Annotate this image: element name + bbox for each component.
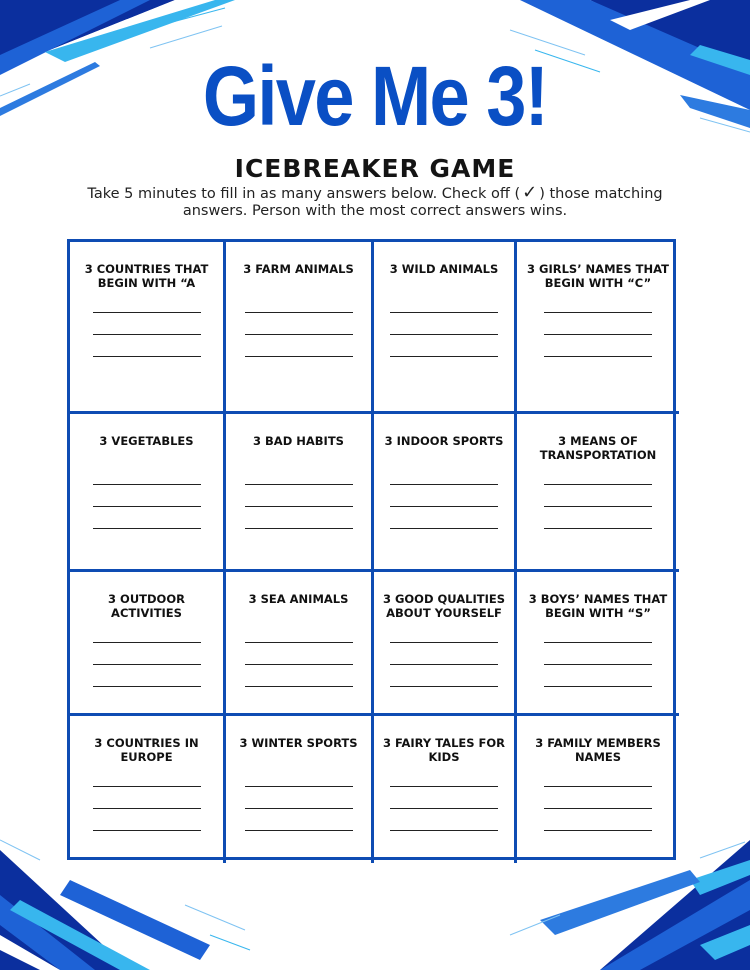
answer-line[interactable] <box>245 484 353 485</box>
answer-line[interactable] <box>390 356 498 357</box>
answer-line[interactable] <box>390 528 498 529</box>
answer-line[interactable] <box>544 312 652 313</box>
grid-cell <box>374 414 517 572</box>
checkmark-icon: ✓ <box>522 182 538 203</box>
grid-cell <box>226 716 374 863</box>
answer-line[interactable] <box>390 484 498 485</box>
answer-lines <box>544 786 652 852</box>
cell-prompt: 3 BAD HABITS <box>253 434 344 448</box>
answer-lines <box>390 642 498 708</box>
cell-prompt: 3 VEGETABLES <box>99 434 194 448</box>
answer-line[interactable] <box>390 808 498 809</box>
cell-prompt: 3 COUNTRIES THAT BEGIN WITH “A <box>84 262 209 290</box>
cell-prompt: 3 COUNTRIES IN EUROPE <box>94 736 199 764</box>
answer-line[interactable] <box>390 786 498 787</box>
answer-line[interactable] <box>390 312 498 313</box>
grid-cell <box>374 716 517 863</box>
answer-line[interactable] <box>390 506 498 507</box>
page-subtitle: ICEBREAKER GAME <box>234 154 516 183</box>
answer-line[interactable] <box>245 686 353 687</box>
instructions-text-1: Take 5 minutes to fill in as many answers below. Check off ( <box>87 186 521 202</box>
cell-prompt: 3 MEANS OF TRANSPORTATION <box>539 434 657 462</box>
answer-lines <box>544 642 652 708</box>
grid-cell <box>374 242 517 414</box>
cell-prompt: 3 INDOOR SPORTS <box>384 434 504 448</box>
grid-cell <box>70 242 226 414</box>
answer-line[interactable] <box>390 642 498 643</box>
grid-cell <box>70 414 226 572</box>
answer-lines <box>245 642 353 708</box>
cell-prompt: 3 GIRLS’ NAMES THAT BEGIN WITH “C” <box>527 262 669 290</box>
grid-cell <box>517 242 679 414</box>
answer-line[interactable] <box>245 506 353 507</box>
answer-line[interactable] <box>93 484 201 485</box>
answer-line[interactable] <box>544 686 652 687</box>
cell-prompt: 3 SEA ANIMALS <box>248 592 349 606</box>
answer-line[interactable] <box>93 830 201 831</box>
answer-line[interactable] <box>93 356 201 357</box>
answer-line[interactable] <box>245 334 353 335</box>
answer-line[interactable] <box>544 356 652 357</box>
answer-line[interactable] <box>93 334 201 335</box>
answer-line[interactable] <box>245 808 353 809</box>
answer-line[interactable] <box>544 830 652 831</box>
answer-line[interactable] <box>390 686 498 687</box>
grid-cell <box>70 572 226 716</box>
answer-line[interactable] <box>544 664 652 665</box>
answer-lines <box>544 312 652 378</box>
answer-lines <box>93 786 201 852</box>
answer-line[interactable] <box>544 786 652 787</box>
cell-prompt: 3 WINTER SPORTS <box>239 736 358 750</box>
answer-lines <box>544 484 652 550</box>
grid-cell <box>226 242 374 414</box>
grid-cell <box>517 414 679 572</box>
grid-cell <box>517 572 679 716</box>
answer-line[interactable] <box>544 528 652 529</box>
answer-line[interactable] <box>390 664 498 665</box>
answer-line[interactable] <box>544 334 652 335</box>
answer-line[interactable] <box>93 528 201 529</box>
answer-line[interactable] <box>245 642 353 643</box>
answer-lines <box>93 484 201 550</box>
answer-line[interactable] <box>93 664 201 665</box>
answer-line[interactable] <box>245 786 353 787</box>
answer-line[interactable] <box>390 830 498 831</box>
answer-lines <box>390 786 498 852</box>
answer-line[interactable] <box>544 642 652 643</box>
grid-cell <box>517 716 679 863</box>
instructions <box>60 182 690 220</box>
answer-line[interactable] <box>544 506 652 507</box>
answer-lines <box>245 484 353 550</box>
answer-lines <box>245 786 353 852</box>
game-grid <box>67 239 676 860</box>
answer-line[interactable] <box>93 312 201 313</box>
answer-line[interactable] <box>93 808 201 809</box>
answer-line[interactable] <box>93 686 201 687</box>
answer-line[interactable] <box>245 528 353 529</box>
grid-cell <box>374 572 517 716</box>
answer-line[interactable] <box>544 808 652 809</box>
answer-lines <box>93 642 201 708</box>
answer-line[interactable] <box>245 356 353 357</box>
cell-prompt: 3 FARM ANIMALS <box>243 262 354 276</box>
answer-line[interactable] <box>245 664 353 665</box>
answer-line[interactable] <box>93 786 201 787</box>
grid-cell <box>226 572 374 716</box>
cell-prompt: 3 FAMILY MEMBERS NAMES <box>535 736 661 764</box>
cell-prompt: 3 OUTDOOR ACTIVITIES <box>108 592 185 620</box>
answer-lines <box>390 312 498 378</box>
answer-line[interactable] <box>245 830 353 831</box>
answer-line[interactable] <box>245 312 353 313</box>
grid-cell <box>70 716 226 863</box>
answer-line[interactable] <box>93 642 201 643</box>
cell-prompt: 3 WILD ANIMALS <box>389 262 499 276</box>
cell-prompt: 3 FAIRY TALES FOR KIDS <box>382 736 506 764</box>
cell-prompt: 3 GOOD QUALITIES ABOUT YOURSELF <box>382 592 506 620</box>
answer-line[interactable] <box>390 334 498 335</box>
answer-lines <box>93 312 201 378</box>
cell-prompt: 3 BOYS’ NAMES THAT BEGIN WITH “S” <box>528 592 668 620</box>
answer-lines <box>245 312 353 378</box>
instructions-text-2: ) those matching answers. Person with the most correct answers wins. <box>182 186 663 219</box>
answer-line[interactable] <box>544 484 652 485</box>
answer-lines <box>390 484 498 550</box>
answer-line[interactable] <box>93 506 201 507</box>
grid-cell <box>226 414 374 572</box>
page-title: Give Me 3! <box>202 49 548 143</box>
